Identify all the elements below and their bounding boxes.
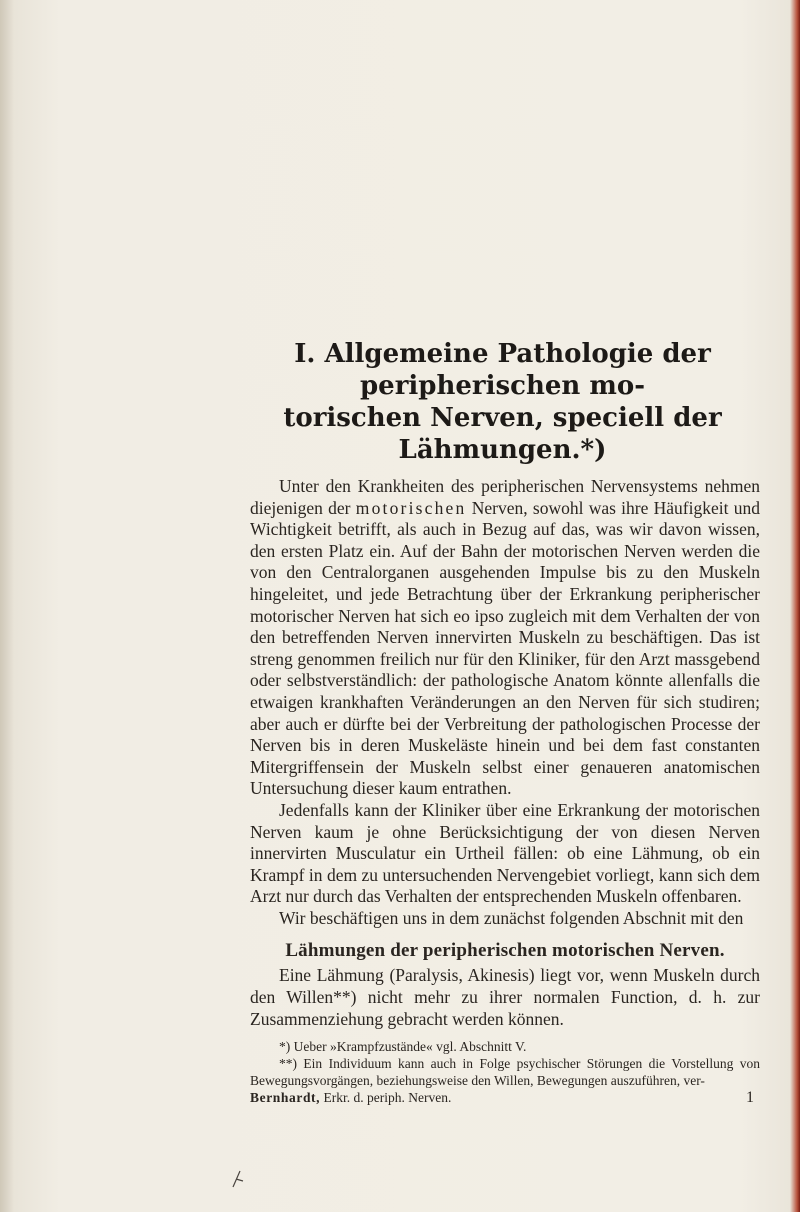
footnotes [250,1038,760,1106]
paragraph-3: Wir beschäftigen uns in dem zunächst folgenden Abschnit mit den [279,907,744,928]
footer-reference [250,1089,451,1106]
emphasis-motorischen: motorischen [355,497,467,518]
chapter-title [245,338,760,466]
page-content [250,338,760,1106]
page-right-edge [790,0,800,1212]
page-left-shadow [0,0,14,1212]
paragraph-1 [250,476,760,800]
footer-work: Erkr. d. periph. Nerven. [320,1090,452,1106]
pencil-mark-icon [230,1167,246,1189]
chapter-title-line-2: torischen Nerven, speciell der Lähmungen.*) [283,403,722,465]
body-text [250,476,760,1030]
paragraph-2: Jedenfalls kann der Kliniker über eine Erkrankung der motorischen Nerven kaum je ohne Berücksichtigung der von diesen Nerven innervirten Musculatur ein Urtheil fällen: ob eine Lähmung, ob ein Krampf in dem zu untersuchenden Nervengebiet vorliegt, kann sich dem Arzt nur durch das Verhalten der entsprechenden Muskeln offenbaren. [250,799,760,907]
footer-author: Bernhardt, [250,1090,321,1106]
paragraph-1-rest: Nerven, sowohl was ihre Häufigkeit und Wichtigkeit betrifft, als auch in Bezug auf das, was wir davon wissen, den ersten Platz ein. Auf der Bahn der motorischen Nerven werden die von den Centralorganen ausgehenden Impulse bis zu den Muskeln hingeleitet, und jede Betrachtung über der Erkrankung peripherischer motorischer Nerven hat sich eo ipso zugleich mit dem Verhalten der von den betreffenden Nerven innervirten Muskeln zu beschäftigen. Das ist streng genommen freilich nur für den Kliniker, für den Arzt massgebend oder selbstverständlich: der pathologische Anatom könnte allenfalls die etwaigen krankhaften Veränderungen an den Nerven für sich studiren; aber auch er dürfte bei der Verbreitung der pathologischen Processe der Nerven bis in deren Muskeläste hinein und bei dem fast constanten Mitergriffensein der Muskeln selbst einer genaueren anatomischen Untersuchung dieser kaum entrathen. [250,497,760,799]
footnote-1: *) Ueber »Krampfzustände« vgl. Abschnitt V. [279,1039,527,1055]
section-heading: Lähmungen der peripherischen motorischen Nerven. [285,940,725,962]
paragraph-4: Eine Lähmung (Paralysis, Akinesis) liegt vor, wenn Muskeln durch den Willen**) nicht mehr zu ihrer normalen Function, d. h. zur Zusammenziehung gebracht werden können. [250,965,760,1029]
footnote-2: **) Ein Individuum kann auch in Folge psychischer Störungen die Vorstellung von Bewegungsvorgängen, beziehungsweise den Willen, Bewegungen auszuführen, ver- [250,1056,760,1089]
paragraph-1-start: Unter den Krankheiten des peripherischen Nervensystems nehmen diejenigen der [250,476,760,518]
page-number: 1 [746,1089,754,1107]
page-footer [250,1089,760,1106]
chapter-title-line-1: I. Allgemeine Pathologie der peripherischen mo- [294,339,711,401]
